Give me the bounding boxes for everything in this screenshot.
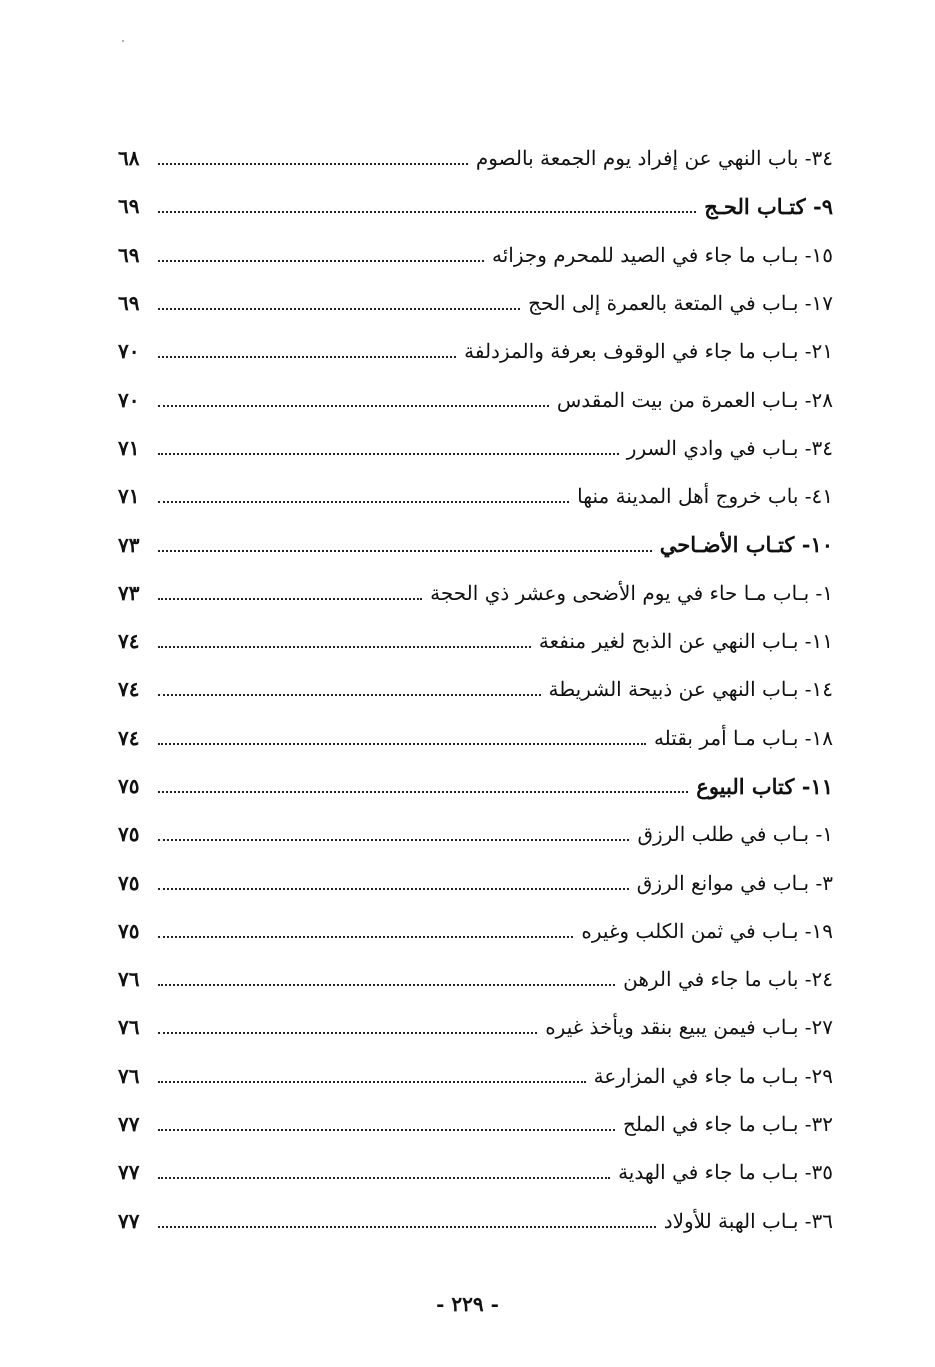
dot-leader bbox=[158, 453, 619, 455]
dot-leader bbox=[158, 694, 541, 696]
toc-entry bbox=[118, 1197, 833, 1245]
dot-leader bbox=[158, 646, 531, 648]
toc-entry bbox=[118, 858, 833, 906]
dot-leader bbox=[158, 1226, 656, 1228]
dot-leader bbox=[158, 308, 520, 310]
toc-entry-title: ٣- بـاب في موانع الرزق bbox=[636, 870, 833, 895]
toc-entry-page-number: ٧٥ bbox=[118, 918, 140, 943]
toc-entry-page-number: ٦٩ bbox=[118, 242, 140, 267]
dot-leader bbox=[158, 260, 484, 262]
toc-entry-page-number: ٧٧ bbox=[118, 1208, 140, 1233]
toc-entry-title: ١٥- بـاب ما جاء في الصيد للمحرم وجزائه bbox=[491, 242, 833, 267]
dot-leader bbox=[158, 356, 456, 358]
toc-entry-title: ١٩- بـاب في ثمن الكلب وغيره bbox=[581, 918, 833, 943]
toc-section-heading: ٩- كتـاب الحـج bbox=[704, 193, 833, 219]
toc-entry bbox=[118, 1100, 833, 1148]
dot-leader bbox=[158, 936, 573, 938]
toc-entry-page-number: ٧٧ bbox=[118, 1160, 140, 1185]
toc-entry-title: ٣٦- بـاب الهبة للأولاد bbox=[663, 1208, 833, 1233]
dot-leader bbox=[158, 211, 696, 213]
dot-leader bbox=[158, 1177, 610, 1179]
toc-entry bbox=[118, 231, 833, 279]
page-number: - ٢٢٩ - bbox=[436, 1292, 499, 1316]
dot-leader bbox=[158, 839, 629, 841]
toc-entry-title: ٤١- باب خروج أهل المدينة منها bbox=[577, 484, 833, 509]
toc-entry-page-number: ٧٥ bbox=[118, 870, 140, 895]
toc-entry-page-number: ٧٠ bbox=[118, 387, 140, 412]
toc-section-heading: ١٠- كتـاب الأضـاحي bbox=[659, 532, 833, 558]
toc-entry bbox=[118, 665, 833, 713]
toc-entry-title: ٢٧- بـاب فيمن يبيع بنقد ويأخذ غيره bbox=[545, 1015, 833, 1040]
table-of-contents bbox=[118, 134, 833, 1245]
toc-entry bbox=[118, 569, 833, 617]
dot-leader bbox=[158, 888, 629, 890]
toc-entry-title: ٢٨- بـاب العمرة من بيت المقدس bbox=[556, 387, 833, 412]
dot-leader bbox=[158, 550, 652, 552]
toc-entry-page-number: ٧١ bbox=[118, 435, 140, 460]
toc-entry-page-number: ٦٩ bbox=[118, 194, 140, 219]
toc-entry bbox=[118, 182, 833, 230]
dot-leader bbox=[158, 1081, 586, 1083]
toc-entry-page-number: ٧٥ bbox=[118, 822, 140, 847]
toc-entry bbox=[118, 375, 833, 423]
toc-entry-title: ٣٤- بـاب في وادي السرر bbox=[626, 435, 833, 460]
toc-entry bbox=[118, 424, 833, 472]
toc-entry-page-number: ٦٩ bbox=[118, 291, 140, 316]
toc-entry-title: ٢١- بـاب ما جاء في الوقوف بعرفة والمزدلفة bbox=[464, 339, 833, 364]
toc-entry-title: ١١- بـاب النهي عن الذبح لغير منفعة bbox=[538, 629, 833, 654]
toc-entry bbox=[118, 810, 833, 858]
toc-entry-page-number: ٧٦ bbox=[118, 1015, 140, 1040]
dot-leader bbox=[158, 598, 422, 600]
toc-entry-title: ٣٤- باب النهي عن إفراد يوم الجمعة بالصوم bbox=[475, 146, 833, 171]
toc-entry bbox=[118, 907, 833, 955]
toc-entry bbox=[118, 1003, 833, 1051]
toc-entry bbox=[118, 714, 833, 762]
toc-section-heading: ١١- كتاب البيوع bbox=[696, 773, 833, 799]
toc-entry bbox=[118, 472, 833, 520]
dot-leader bbox=[158, 163, 468, 165]
toc-entry-page-number: ٧٤ bbox=[118, 629, 140, 654]
toc-entry bbox=[118, 955, 833, 1003]
toc-entry-title: ٣٢- بـاب ما جاء في الملح bbox=[622, 1112, 833, 1137]
toc-entry bbox=[118, 279, 833, 327]
dot-leader bbox=[158, 791, 688, 793]
toc-entry-title: ٢٤- باب ما جاء في الرهن bbox=[623, 967, 833, 992]
toc-entry-title: ١- بـاب في طلب الرزق bbox=[637, 822, 833, 847]
toc-entry-page-number: ٧٦ bbox=[118, 1063, 140, 1088]
paper-speck bbox=[122, 40, 124, 42]
dot-leader bbox=[158, 743, 646, 745]
dot-leader bbox=[158, 405, 549, 407]
toc-entry-title: ٣٥- بـاب ما جاء في الهدية bbox=[618, 1160, 833, 1185]
toc-entry bbox=[118, 134, 833, 182]
toc-entry-page-number: ٧٦ bbox=[118, 967, 140, 992]
toc-entry bbox=[118, 1052, 833, 1100]
toc-entry-page-number: ٧٧ bbox=[118, 1112, 140, 1137]
toc-entry bbox=[118, 520, 833, 568]
toc-entry bbox=[118, 617, 833, 665]
dot-leader bbox=[158, 1129, 615, 1131]
toc-entry-page-number: ٧٥ bbox=[118, 774, 140, 798]
toc-entry-page-number: ٧٤ bbox=[118, 725, 140, 750]
toc-entry-title: ١٨- بـاب مـا أمر بقتله bbox=[653, 725, 833, 750]
toc-entry-title: ١٧- بـاب في المتعة بالعمرة إلى الحج bbox=[528, 291, 833, 316]
toc-entry-page-number: ٦٨ bbox=[118, 146, 140, 171]
toc-entry-page-number: ٧٣ bbox=[118, 580, 140, 605]
dot-leader bbox=[158, 984, 615, 986]
dot-leader bbox=[158, 1032, 537, 1034]
toc-entry-title: ٢٩- بـاب ما جاء في المزارعة bbox=[593, 1063, 833, 1088]
toc-entry-page-number: ٧٤ bbox=[118, 677, 140, 702]
toc-entry bbox=[118, 1148, 833, 1196]
toc-entry-page-number: ٧٠ bbox=[118, 339, 140, 364]
toc-entry bbox=[118, 762, 833, 810]
toc-entry-page-number: ٧٣ bbox=[118, 532, 140, 557]
dot-leader bbox=[158, 501, 569, 503]
toc-entry-page-number: ٧١ bbox=[118, 484, 140, 509]
toc-entry-title: ١٤- بـاب النهي عن ذبيحة الشريطة bbox=[548, 677, 833, 702]
toc-entry-title: ١- بـاب مـا حاء في يوم الأضحى وعشر ذي الحجة bbox=[430, 580, 833, 605]
toc-entry bbox=[118, 327, 833, 375]
